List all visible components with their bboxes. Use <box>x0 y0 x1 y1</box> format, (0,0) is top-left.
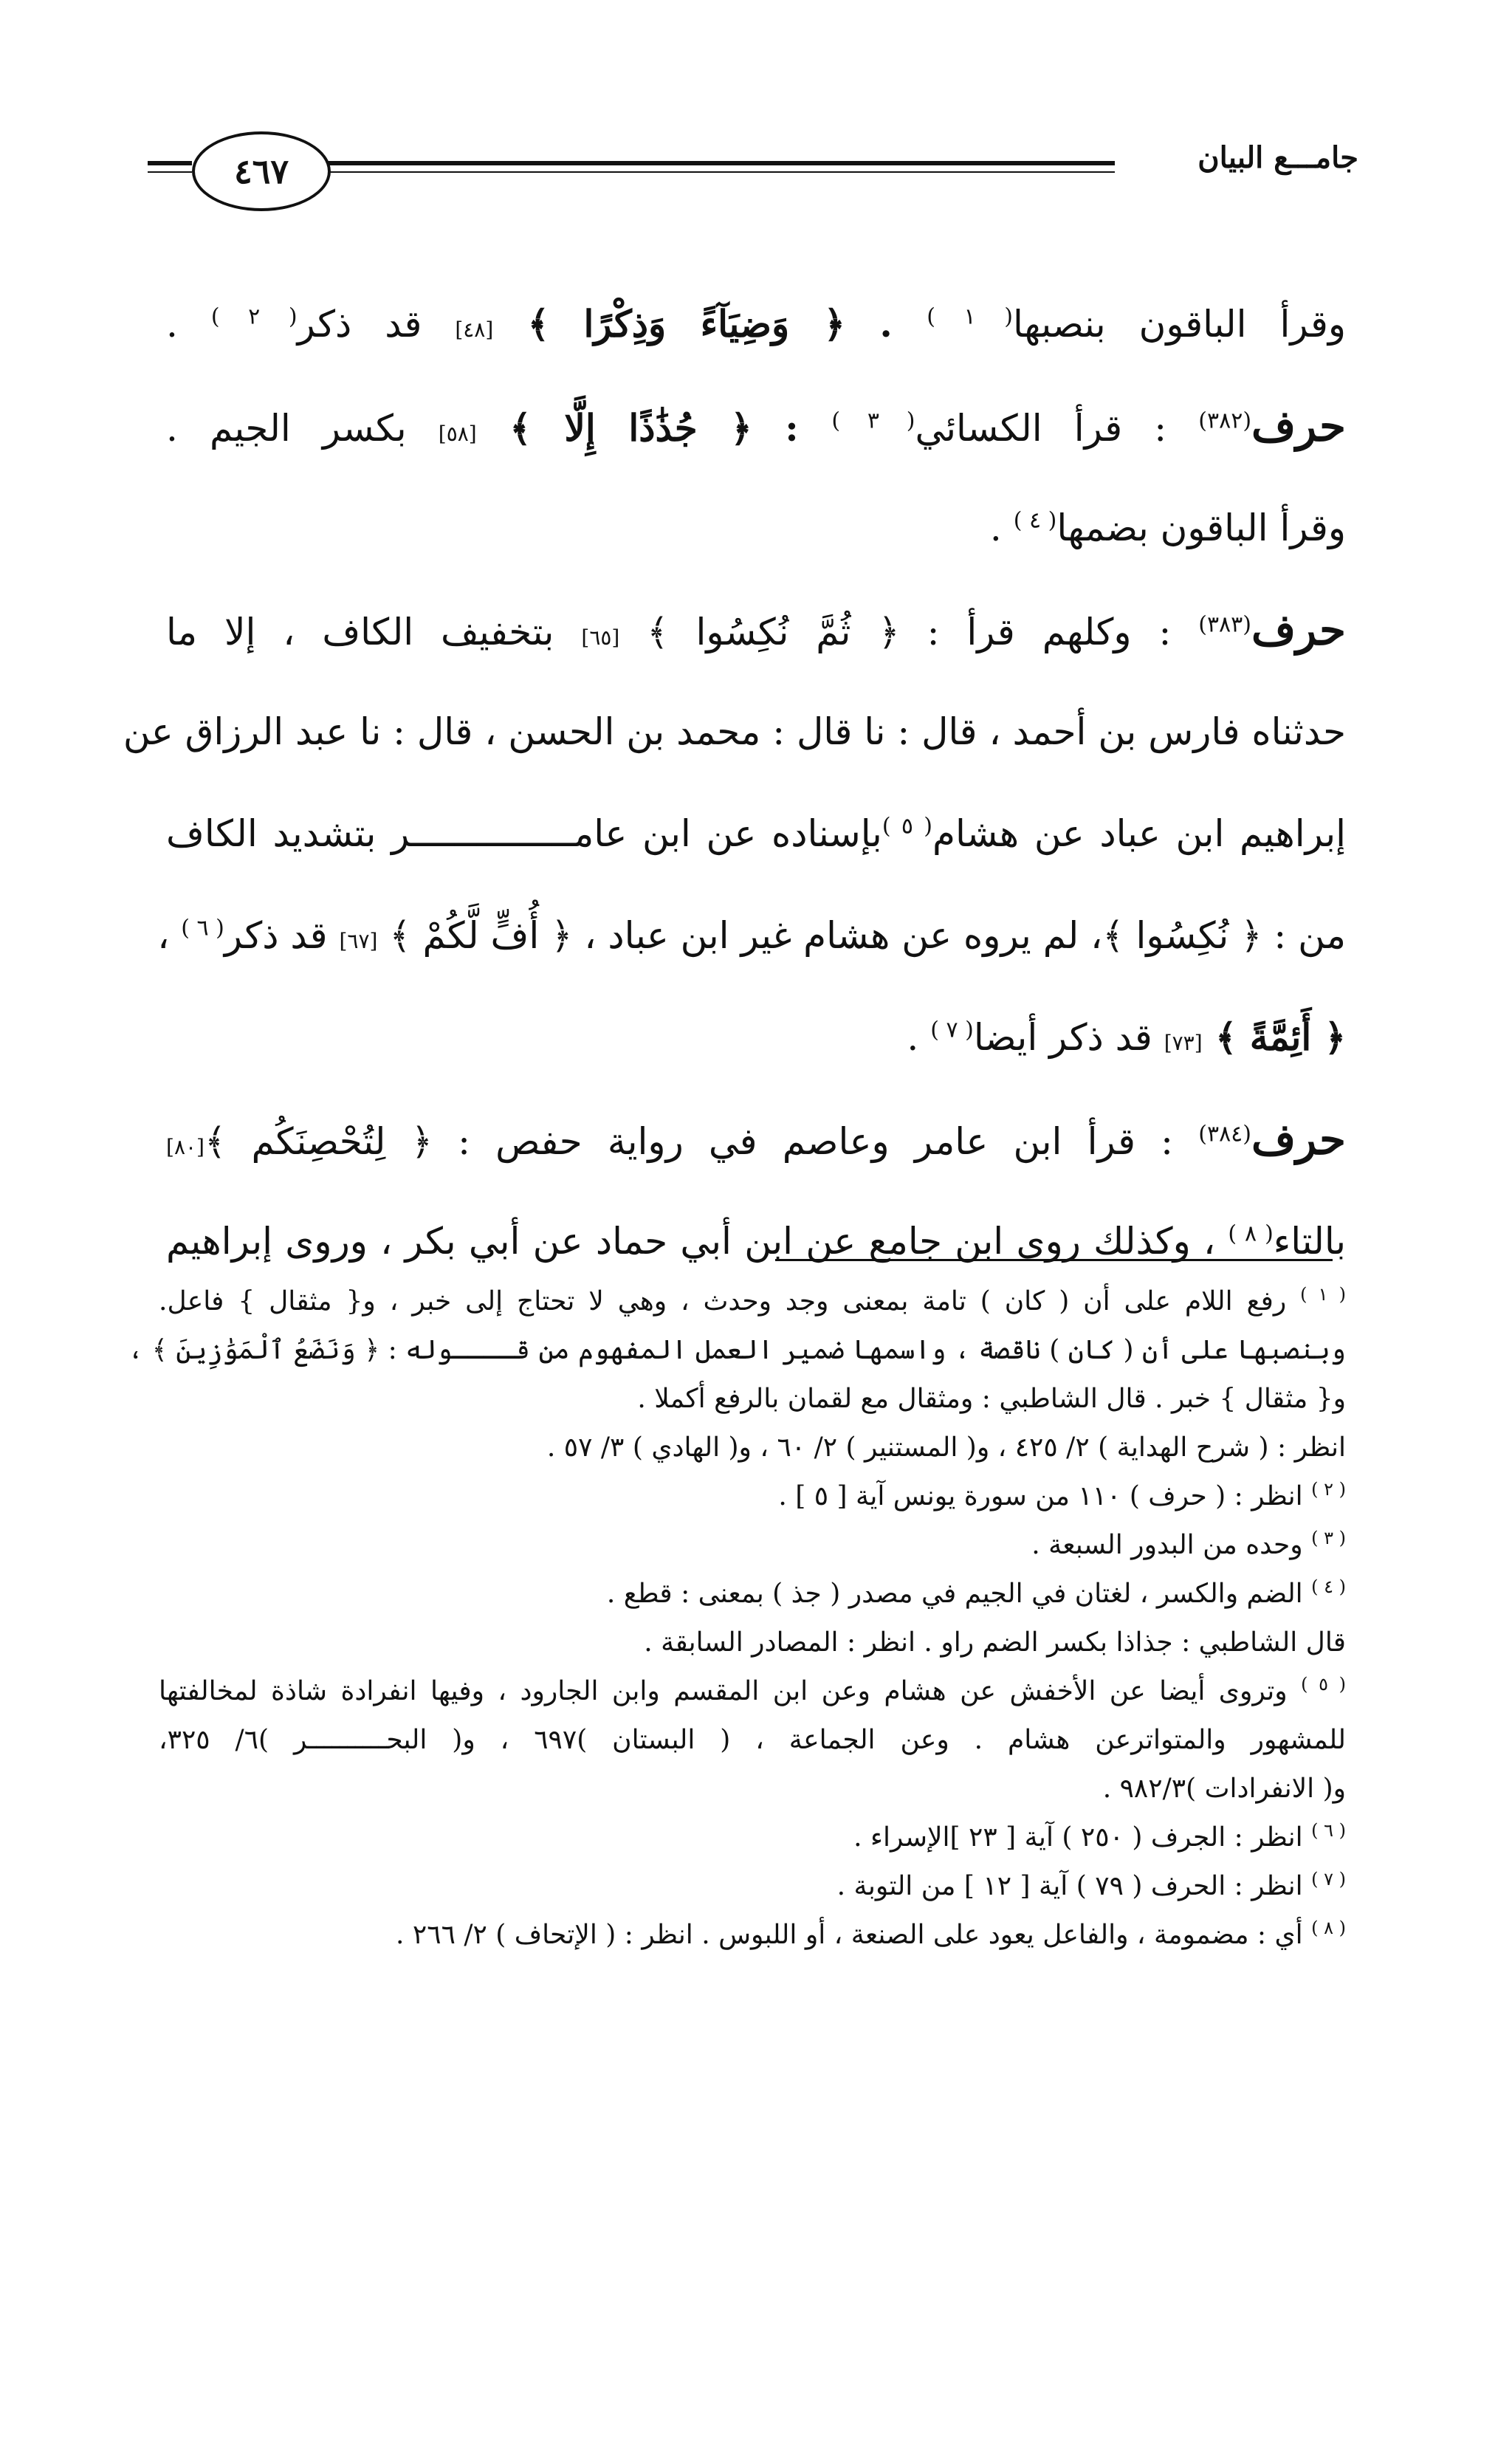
footnote-line: $^{( ٦ )}$ انظر : الجرف ( ٢٥٠ ) آية [ ٢٣ ]الإسراء . <box>853 1820 1346 1853</box>
text-line-4: حرف$^{(٣٨٣)}$ : وكلهم قرأ : ﴿ ثُمَّ نُكِسُوا ﴾ [٦٥] بتخفيف الكاف ، إلا ما <box>166 605 1346 655</box>
book-title: جامـــع البيان <box>1197 140 1358 175</box>
main-text <box>123 273 1347 1292</box>
text-line-3: وقرأ الباقون بضمها$^{( ٤ )}$ . <box>989 507 1346 549</box>
footnote-line: $^{( ١ )}$ رفع اللام على أن ( كان ) تامة بمعنى وجد وحدث ، وهي لا تحتاج إلى خبر ، و{ مثقال } فاعل. <box>159 1284 1346 1317</box>
footnote-line: $^{( ٢ )}$ انظر : ( حرف ) ١١٠ من سورة يونس آية [ ٥ ] . <box>778 1479 1346 1511</box>
page-number: ٤٦٧ <box>233 151 289 191</box>
text-line-5: حدثناه فارس بن أحمد ، قال : نا قال : محمد بن الحسن ، قال : نا عبد الرزاق عن <box>123 710 1346 753</box>
footnotes <box>128 1277 1346 1960</box>
footnote-line: للمشهور والمتواترعن هشام . وعن الجماعة ، ( البستان )٦٩٧ ، و( البحــــــــــر )٦/ ٣٢٥، <box>159 1725 1346 1755</box>
header-rule <box>295 161 1115 165</box>
harf-heading: حرف <box>1251 1114 1346 1164</box>
footnote-line: $^{( ٥ )}$ وتروى أيضا عن الأخفش عن هشام وعن ابن المقسم وابن الجارود ، وفيها انفرادة شاذة لمخالفتها <box>159 1674 1346 1706</box>
text-line-7: من : ﴿ نُكِسُوا ﴾، لم يروه عن هشام غير ابن عباد ، ﴿ أُفٍّ لَّكُمْ ﴾ [٦٧] قد ذكر$^{( ٦ )}$ ، <box>157 914 1346 957</box>
footnote-separator <box>775 1259 1333 1261</box>
header-rule-thin <box>295 171 1115 173</box>
header-rule-left-thin <box>148 171 192 173</box>
page-number-oval <box>192 131 331 211</box>
text-line-9: حرف$^{(٣٨٤)}$ : قرأ ابن عامر وعاصم في رواية حفص : ﴿ لِتُحْصِنَكُم ﴾[٨٠] <box>166 1114 1346 1164</box>
harf-heading: حرف <box>1251 401 1347 451</box>
header-rule-left <box>148 161 192 165</box>
footnote-line: قال الشاطبي : جذاذا بكسر الضم راو . انظر : المصادر السابقة . <box>644 1627 1346 1658</box>
text-line-8: ﴿ أَئِمَّةً ﴾ [٧٣] قد ذكر أيضا$^{( ٧ )}$ . <box>907 1015 1346 1059</box>
footnote-line: $^{( ٨ )}$ أي : مضمومة ، والفاعل يعود على الصنعة ، أو اللبوس . انظر : ( الإتحاف ) ٢/ ٢٦٦ . <box>396 1918 1346 1950</box>
text-line-6: إبراهيم ابن عباد عن هشام$^{( ٥ )}$بإسناده عن ابن عامـــــــــــــــر بتشديد الكاف <box>166 812 1347 855</box>
text-line-1: وقرأ الباقون بنصبها$^{( ١ )}$ . ﴿ وَضِيَآءً وَذِكْرًا ﴾ [٤٨] قد ذكر$^{( ٢ )}$ . <box>166 302 1347 346</box>
footnote-line: $^{( ٣ )}$ وحده من البدور السبعة . <box>1031 1528 1346 1560</box>
footnote-line: و( الانفرادات )٩٨٢/٣ . <box>1102 1774 1346 1804</box>
footnote-line: و{ مثقال } خبر . قال الشاطبي : ومثقال مع لقمان بالرفع أكملا . <box>637 1384 1346 1414</box>
text-line-10: بالتاء$^{( ٨ )}$ ، وكذلك روى ابن جامع عن ابن أبي حماد عن أبي بكر ، وروى إبراهيم <box>166 1220 1346 1263</box>
text-line-2: حرف$^{(٣٨٢)}$ : قرأ الكسائي$^{( ٣ )}$ : ﴿ جُذَٰذًا إِلَّا ﴾ [٥٨] بكسر الجيم . <box>166 401 1347 451</box>
footnote-line: $^{( ٧ )}$ انظر : الحرف ( ٧٩ ) آية [ ١٢ ] من التوبة . <box>836 1869 1346 1901</box>
harf-heading: حرف <box>1251 605 1346 655</box>
footnote-line: انظر : ( شرح الهداية ) ٢/ ٤٢٥ ، و( المستنير ) ٢/ ٦٠ ، و( الهادي ) ٣/ ٥٧ . <box>546 1432 1346 1463</box>
page-header <box>148 126 1358 207</box>
footnote-line: وبنصبها على أن ( كان ) ناقصة ، واسمها ضمير العمل المفهوم من قــــوله : ﴿ وَنَضَعُ ٱلْمَوَٰزِينَ ﴾ ، <box>128 1335 1346 1365</box>
footnote-line: $^{( ٤ )}$ الضم والكسر ، لغتان في الجيم في مصدر ( جذ ) بمعنى : قطع . <box>606 1576 1346 1609</box>
